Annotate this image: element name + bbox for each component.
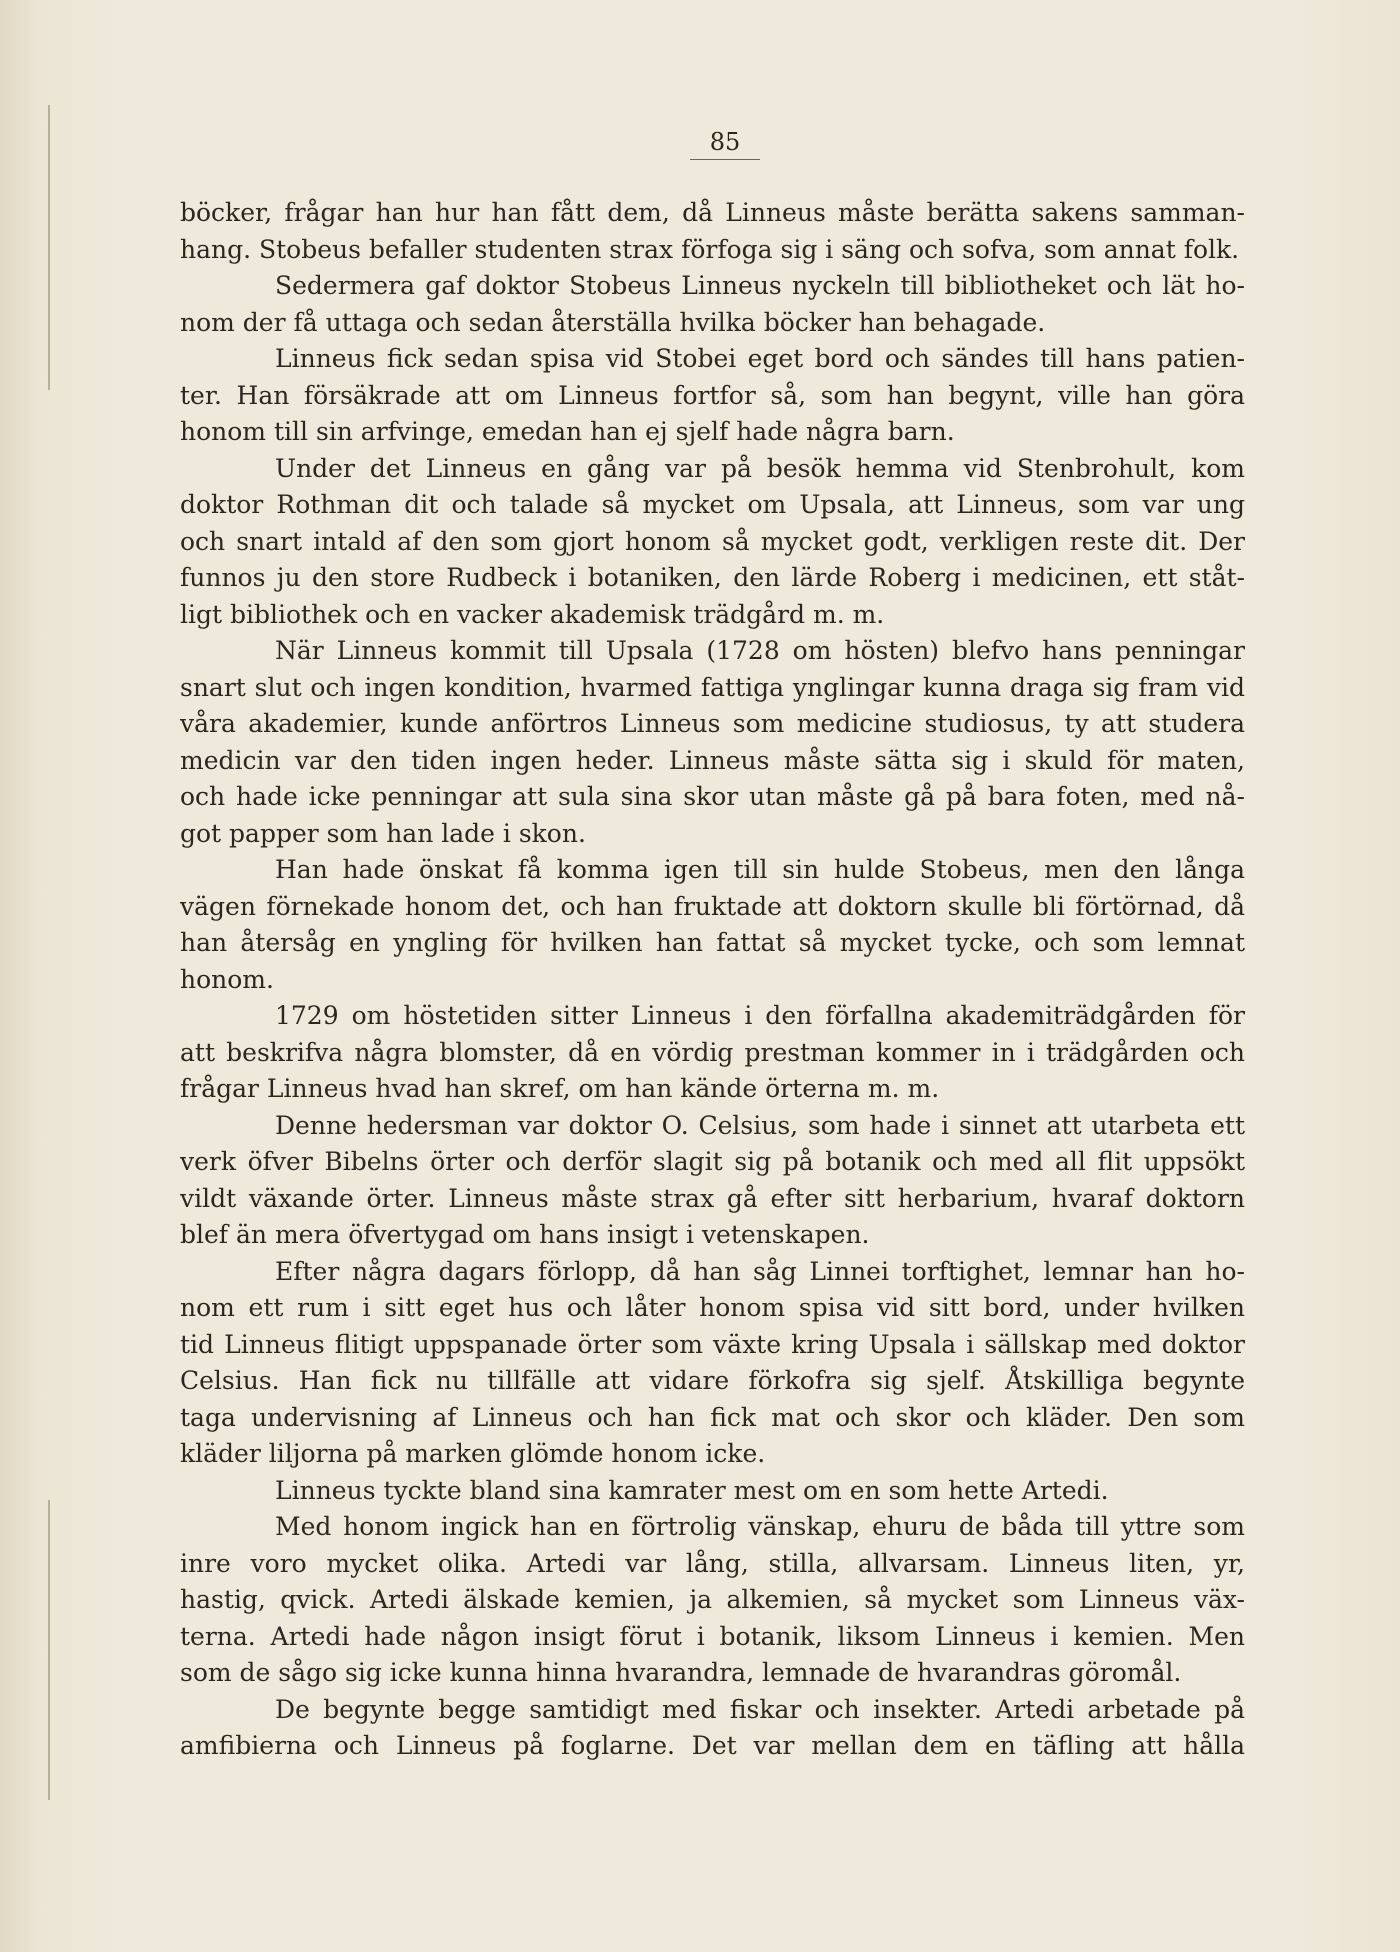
text-line: Han hade önskat få komma igen till sin hulde Stobeus, men den långa	[275, 855, 1245, 884]
text-line: och snart intald af den som gjort honom så mycket godt, verkligen reste dit. Der	[180, 526, 1245, 556]
text-line: och hade icke penningar att sula sina skor utan måste gå på bara foten, med nå-	[180, 782, 1245, 811]
page-number: 85	[709, 128, 741, 156]
text-line: hastig, qvick. Artedi älskade kemien, ja alkemien, så mycket som Linneus väx-	[180, 1585, 1245, 1614]
binding-line-top	[48, 105, 50, 390]
text-line: Efter några dagars förlopp, då han såg Linnei torftighet, lemnar han ho-	[275, 1256, 1245, 1286]
text-line: blef än mera öfvertygad om hans insigt i vetenskapen.	[180, 1220, 870, 1249]
text-line: frågar Linneus hvad han skref, om han kände örterna m. m.	[180, 1074, 940, 1103]
text-line: got papper som han lade i skon.	[180, 818, 586, 848]
text-line: Celsius. Han fick nu tillfälle att vidare förkofra sig sjelf. Åtskilliga begynte	[180, 1366, 1245, 1395]
text-line: taga undervisning af Linneus och han fick mat och skor och kläder. Den som	[180, 1402, 1245, 1432]
text-line: honom.	[180, 964, 274, 994]
text-line: verk öfver Bibelns örter och derför slagit sig på botanik och med all flit uppsökt	[180, 1147, 1245, 1176]
text-line: ter. Han försäkrade att om Linneus fortfor så, som han begynt, ville han göra	[180, 380, 1245, 410]
text-line: funnos ju den store Rudbeck i botaniken, den lärde Roberg i medicinen, ett ståt-	[180, 563, 1245, 592]
text-line: att beskrifva några blomster, då en vördig prestman kommer in i trädgården och	[180, 1037, 1245, 1067]
text-line: han återsåg en yngling för hvilken han fattat så mycket tycke, och som lemnat	[180, 928, 1245, 957]
body-text	[180, 195, 1245, 1765]
text-line: kläder liljorna på marken glömde honom icke.	[180, 1439, 766, 1468]
text-line: medicin var den tiden ingen heder. Linneus måste sätta sig i skuld för maten,	[180, 745, 1245, 775]
text-line: terna. Artedi hade någon insigt förut i botanik, liksom Linneus i kemien. Men	[180, 1621, 1245, 1651]
text-line: vildt växande örter. Linneus måste strax gå efter sitt herbarium, hvaraf doktorn	[180, 1183, 1245, 1213]
text-line: Linneus tyckte bland sina kamrater mest om en som hette Artedi.	[275, 1475, 1109, 1505]
text-line: doktor Rothman dit och talade så mycket om Upsala, att Linneus, som var ung	[180, 490, 1245, 519]
text-line: Med honom ingick han en förtrolig vänskap, ehuru de båda till yttre som	[275, 1512, 1245, 1541]
text-line: 1729 om höstetiden sitter Linneus i den förfallna akademiträdgården för	[275, 1001, 1245, 1030]
text-line: Sedermera gaf doktor Stobeus Linneus nyckeln till bibliotheket och lät ho-	[275, 271, 1245, 300]
header-rule	[690, 159, 760, 160]
text-line: De begynte begge samtidigt med fiskar och insekter. Artedi arbetade på	[275, 1694, 1245, 1724]
text-line: tid Linneus flitigt uppspanade örter som växte kring Upsala i sällskap med doktor	[180, 1329, 1245, 1359]
text-line: nom ett rum i sitt eget hus och låter honom spisa vid sitt bord, under hvilken	[180, 1293, 1245, 1322]
text-line: böcker, frågar han hur han fått dem, då Linneus måste berätta sakens samman-	[180, 198, 1245, 227]
binding-line-bottom	[48, 1500, 50, 1800]
text-line: vägen förnekade honom det, och han fruktade att doktorn skulle bli förtörnad, då	[180, 891, 1245, 921]
text-line: amfibierna och Linneus på foglarne. Det var mellan dem en täfling att hålla	[180, 1731, 1245, 1760]
page-header	[690, 128, 760, 160]
text-line: Under det Linneus en gång var på besök hemma vid Stenbrohult, kom	[275, 453, 1245, 483]
text-line: hang. Stobeus befaller studenten strax förfoga sig i säng och sofva, som annat folk.	[180, 234, 1240, 264]
text-line: honom till sin arfvinge, emedan han ej sjelf hade några barn.	[180, 417, 955, 446]
text-line: våra akademier, kunde anförtros Linneus som medicine studiosus, ty att studera	[180, 709, 1245, 738]
text-line: ligt bibliothek och en vacker akademisk trädgård m. m.	[180, 599, 885, 629]
text-line: Denne hedersman var doktor O. Celsius, som hade i sinnet att utarbeta ett	[275, 1110, 1245, 1140]
text-line: inre voro mycket olika. Artedi var lång, stilla, allvarsam. Linneus liten, yr,	[180, 1548, 1245, 1578]
text-line: Linneus fick sedan spisa vid Stobei eget bord och sändes till hans patien-	[275, 344, 1245, 373]
text-line: snart slut och ingen kondition, hvarmed fattiga ynglingar kunna draga sig fram vid	[180, 672, 1245, 702]
text-line: När Linneus kommit till Upsala (1728 om hösten) blefvo hans penningar	[275, 636, 1245, 665]
text-line: nom der få uttaga och sedan återställa hvilka böcker han behagade.	[180, 307, 1046, 337]
text-line: som de sågo sig icke kunna hinna hvarandra, lemnade de hvarandras göromål.	[180, 1658, 1182, 1687]
